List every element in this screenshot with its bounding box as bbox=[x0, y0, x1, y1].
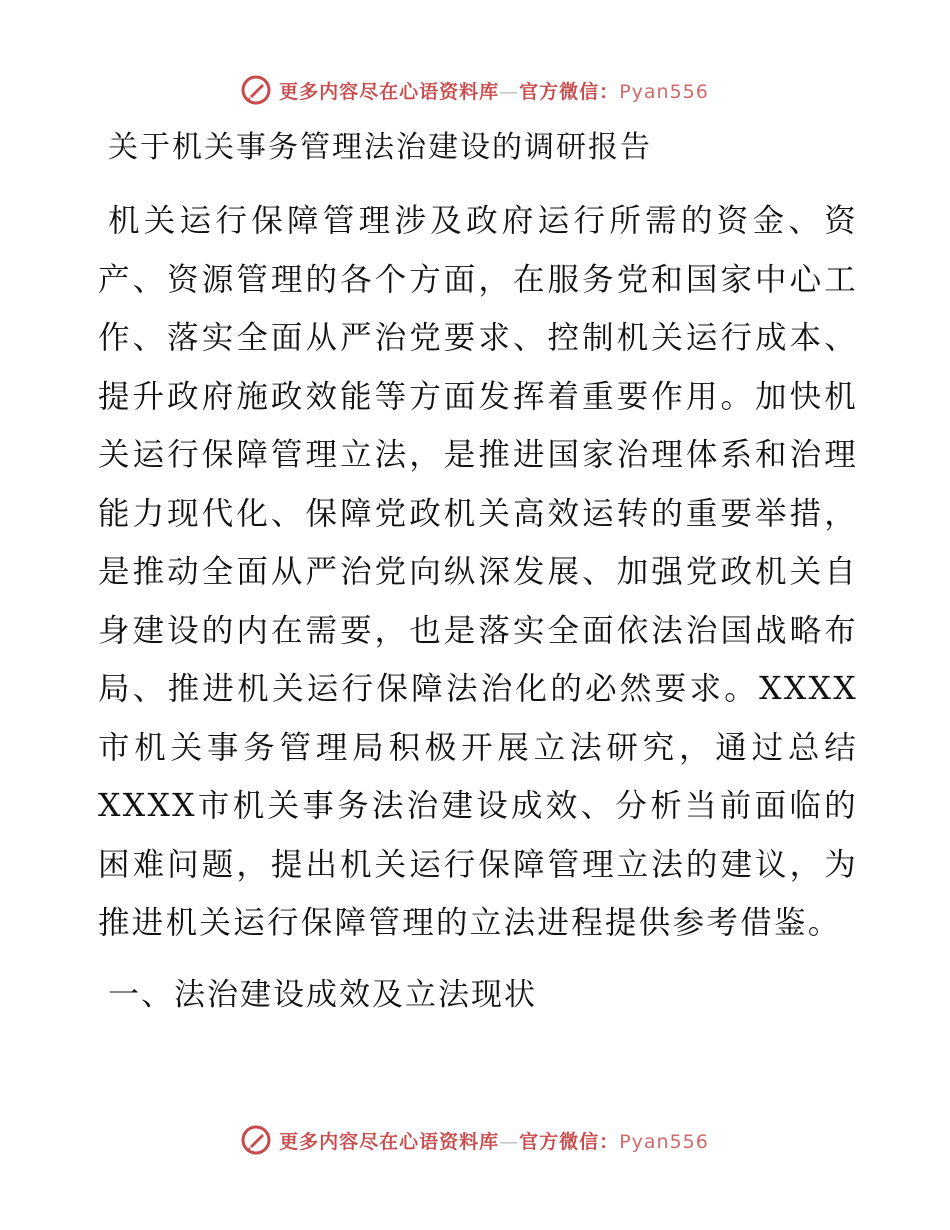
watermark-main-text: 更多内容尽在心语资料库 bbox=[279, 80, 500, 103]
watermark-dash: — bbox=[499, 80, 520, 103]
watermark-wechat-id: Pyan556 bbox=[619, 1130, 709, 1153]
watermark-header bbox=[0, 70, 950, 110]
feather-pen-logo-icon bbox=[241, 75, 271, 105]
watermark-main-text: 更多内容尽在心语资料库 bbox=[279, 1130, 500, 1153]
body-paragraph: 机关运行保障管理涉及政府运行所需的资金、资产、资源管理的各个方面，在服务党和国家中心工作、落实全面从严治党要求、控制机关运行成本、提升政府施政效能等方面发挥着重要作用。加快机关运行保障管理立法，是推进国家治理体系和治理能力现代化、保障党政机关高效运转的重要举措，是推动全面从严治党向纵深发展、加强党政机关自身建设的内在需要，也是落实全面依法治国战略布局、推进机关运行保障法治化的必然要求。XXXX市机关事务管理局积极开展立法研究，通过总结XXXX市机关事务法治建设成效、分析当前面临的困难问题，提出机关运行保障管理立法的建议，为推进机关运行保障管理的立法进程提供参考借鉴。 bbox=[98, 203, 858, 941]
watermark-footer bbox=[0, 1120, 950, 1160]
document-title: 关于机关事务管理法治建设的调研报告 bbox=[108, 130, 652, 165]
section-heading: 一、法治建设成效及立法现状 bbox=[108, 977, 537, 1013]
watermark-dash: — bbox=[499, 1130, 520, 1153]
watermark-wechat-id: Pyan556 bbox=[619, 80, 709, 103]
watermark-wechat-label: 官方微信： bbox=[519, 1130, 620, 1153]
watermark-wechat-label: 官方微信： bbox=[519, 80, 620, 103]
feather-pen-logo-icon bbox=[241, 1125, 271, 1155]
